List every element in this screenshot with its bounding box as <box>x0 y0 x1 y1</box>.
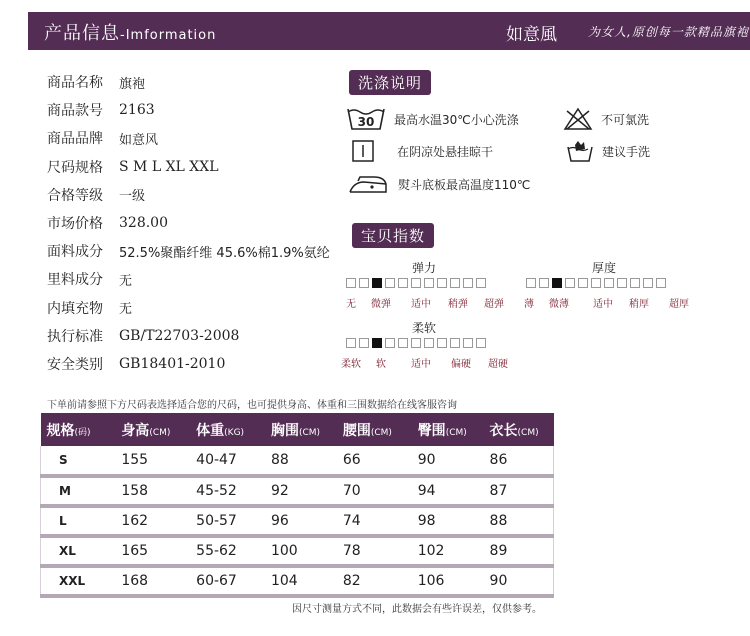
prop-value: GB/T22703-2008 <box>119 327 240 344</box>
table-row <box>41 566 554 596</box>
wash-text: 熨斗底板最高温度110℃ <box>398 177 531 192</box>
wash-item <box>346 172 530 196</box>
meter-box <box>450 278 460 288</box>
scale-label: 稍弹 <box>448 299 468 310</box>
wash-item <box>563 107 649 131</box>
wash-item <box>351 139 493 163</box>
table-cell: XXL <box>41 566 116 596</box>
prop-label: 商品款号 <box>47 103 103 120</box>
scale-label: 无 <box>346 299 356 310</box>
prop-label: 安全类别 <box>47 356 103 373</box>
meter-box <box>450 338 460 348</box>
table-cell: 90 <box>484 566 554 596</box>
softness-scale <box>341 355 508 370</box>
meter-box <box>604 278 614 288</box>
table-row <box>41 476 554 506</box>
scale-label: 薄 <box>524 299 534 310</box>
scale-label: 偏硬 <box>451 359 471 370</box>
meter-box <box>656 278 666 288</box>
table-row <box>41 506 554 536</box>
table-row <box>41 446 554 476</box>
meter-box <box>463 338 473 348</box>
table-cell: 104 <box>265 566 337 596</box>
column-header: 胸围(CM) <box>265 413 337 446</box>
scale-label: 适中 <box>593 299 613 310</box>
wash-temp-label: 30 <box>357 115 375 129</box>
prop-row <box>47 124 330 152</box>
table-cell: 60-67 <box>190 566 265 596</box>
prop-row <box>47 209 330 237</box>
elasticity-label: 弹力 <box>412 261 437 275</box>
column-header: 身高(CM) <box>115 413 190 446</box>
meter-box <box>565 278 575 288</box>
prop-label: 面料成分 <box>47 244 103 261</box>
table-cell: 74 <box>337 506 412 536</box>
no-bleach-icon <box>563 107 593 131</box>
meter-box <box>346 338 356 348</box>
meter-box <box>411 278 421 288</box>
table-cell: 45-52 <box>190 476 265 506</box>
meter-box <box>424 338 434 348</box>
line-dry-icon <box>351 139 375 163</box>
meter-box <box>437 338 447 348</box>
thickness-meter <box>526 278 666 288</box>
page-subtitle: -Imformation <box>120 28 217 43</box>
prop-row <box>47 68 330 96</box>
meter-box-selected <box>372 278 382 288</box>
table-cell: L <box>41 506 116 536</box>
table-cell: 106 <box>412 566 484 596</box>
wash-text: 建议手洗 <box>602 144 651 159</box>
scale-label: 适中 <box>411 299 431 310</box>
header-bar <box>28 12 750 50</box>
prop-label: 市场价格 <box>47 216 103 233</box>
column-header: 衣长(CM) <box>484 413 554 446</box>
wash-item <box>566 139 650 163</box>
prop-value: GB18401-2010 <box>119 355 226 372</box>
table-cell: 82 <box>337 566 412 596</box>
scale-label: 适中 <box>411 359 431 370</box>
meter-box <box>385 278 395 288</box>
prop-value: S M L XL XXL <box>119 158 219 175</box>
table-row <box>41 536 554 566</box>
meter-box <box>359 338 369 348</box>
prop-row <box>47 265 330 293</box>
prop-value: 无 <box>119 273 133 289</box>
table-cell: 40-47 <box>190 446 265 476</box>
table-cell: S <box>41 446 116 476</box>
wash-30-icon <box>346 105 386 133</box>
table-cell: 168 <box>115 566 190 596</box>
scale-label: 超弹 <box>484 299 504 310</box>
column-header: 腰围(CM) <box>337 413 412 446</box>
wash-text: 不可氯洗 <box>601 112 650 127</box>
table-cell: 78 <box>337 536 412 566</box>
table-cell: 96 <box>265 506 337 536</box>
meter-box-selected <box>372 338 382 348</box>
table-cell: 86 <box>484 446 554 476</box>
meter-box <box>476 338 486 348</box>
size-note-top: 下单前请参照下方尺码表选择适合您的尺码，也可提供身高、体重和三围数据给在线客服咨询 <box>47 400 457 411</box>
thickness-label: 厚度 <box>592 261 617 275</box>
table-cell: M <box>41 476 116 506</box>
index-section-title: 宝贝指数 <box>352 223 434 248</box>
table-cell: 92 <box>265 476 337 506</box>
elasticity-scale <box>346 295 504 310</box>
prop-label: 商品品牌 <box>47 131 103 148</box>
table-cell: 87 <box>484 476 554 506</box>
table-cell: 100 <box>265 536 337 566</box>
meter-box <box>424 278 434 288</box>
page-title: 产品信息-Imformation <box>44 23 217 44</box>
table-cell: 88 <box>484 506 554 536</box>
meter-box <box>591 278 601 288</box>
prop-row <box>47 96 330 124</box>
prop-row <box>47 322 330 350</box>
scale-label: 稍厚 <box>629 299 649 310</box>
meter-box <box>385 338 395 348</box>
product-properties <box>47 68 330 378</box>
meter-box <box>476 278 486 288</box>
meter-box <box>359 278 369 288</box>
wash-text: 在阴凉处悬挂晾干 <box>397 144 494 159</box>
table-cell: 155 <box>115 446 190 476</box>
brand-logo: 如意風 <box>506 25 557 45</box>
prop-value: 2163 <box>119 102 155 119</box>
scale-label: 超硬 <box>488 359 508 370</box>
thickness-scale <box>524 295 689 310</box>
table-cell: 94 <box>412 476 484 506</box>
meter-box <box>526 278 536 288</box>
scale-label: 柔软 <box>341 359 361 370</box>
prop-value: 无 <box>119 302 133 318</box>
table-cell: 88 <box>265 446 337 476</box>
meter-box <box>463 278 473 288</box>
meter-box <box>578 278 588 288</box>
size-note-bottom: 因尺寸测量方式不同，此数据会有些许误差，仅供参考。 <box>292 604 542 615</box>
prop-row <box>47 181 330 209</box>
iron-icon <box>346 172 390 196</box>
brand-slogan: 为女人,原创每一款精品旗袍 <box>588 25 749 39</box>
meter-box-selected <box>552 278 562 288</box>
table-cell: 158 <box>115 476 190 506</box>
table-cell: 102 <box>412 536 484 566</box>
scale-label: 软 <box>376 359 386 370</box>
prop-label: 执行标准 <box>47 328 103 345</box>
wash-text: 最高水温30℃小心洗涤 <box>394 112 519 127</box>
table-cell: 98 <box>412 506 484 536</box>
table-cell: 50-57 <box>190 506 265 536</box>
hand-wash-icon <box>566 139 594 163</box>
column-header: 规格(码) <box>41 413 116 446</box>
elasticity-meter <box>346 278 486 288</box>
prop-label: 合格等级 <box>47 187 103 204</box>
prop-value: 一级 <box>119 189 146 205</box>
prop-row <box>47 237 330 265</box>
column-header: 臀围(CM) <box>412 413 484 446</box>
prop-label: 尺码规格 <box>47 159 103 176</box>
table-cell: 90 <box>412 446 484 476</box>
meter-box <box>398 278 408 288</box>
prop-row <box>47 153 330 181</box>
meter-box <box>411 338 421 348</box>
table-cell: 55-62 <box>190 536 265 566</box>
meter-box <box>630 278 640 288</box>
table-header-row <box>41 413 554 446</box>
table-cell: 70 <box>337 476 412 506</box>
table-cell: 89 <box>484 536 554 566</box>
prop-value: 旗袍 <box>119 76 146 92</box>
scale-label: 超厚 <box>669 299 689 310</box>
wash-section-title: 洗涤说明 <box>349 70 431 95</box>
meter-box <box>437 278 447 288</box>
meter-box <box>539 278 549 288</box>
scale-label: 微薄 <box>549 299 569 310</box>
prop-row <box>47 294 330 322</box>
wash-item <box>346 105 519 133</box>
size-table <box>40 413 554 598</box>
table-cell: 165 <box>115 536 190 566</box>
prop-value: 52.5%聚酯纤维 45.6%棉1.9%氨纶 <box>119 245 330 261</box>
softness-meter <box>346 338 486 348</box>
prop-label: 商品名称 <box>47 75 103 92</box>
meter-box <box>643 278 653 288</box>
meter-box <box>346 278 356 288</box>
table-cell: XL <box>41 536 116 566</box>
table-cell: 66 <box>337 446 412 476</box>
prop-label: 里料成分 <box>47 272 103 289</box>
prop-row <box>47 350 330 378</box>
softness-label: 柔软 <box>412 321 437 335</box>
prop-value: 328.00 <box>119 215 168 232</box>
table-cell: 162 <box>115 506 190 536</box>
prop-value: 如意风 <box>119 132 159 148</box>
prop-label: 内填充物 <box>47 300 103 317</box>
scale-label: 微弹 <box>371 299 391 310</box>
column-header: 体重(KG) <box>190 413 265 446</box>
meter-box <box>617 278 627 288</box>
meter-box <box>398 338 408 348</box>
